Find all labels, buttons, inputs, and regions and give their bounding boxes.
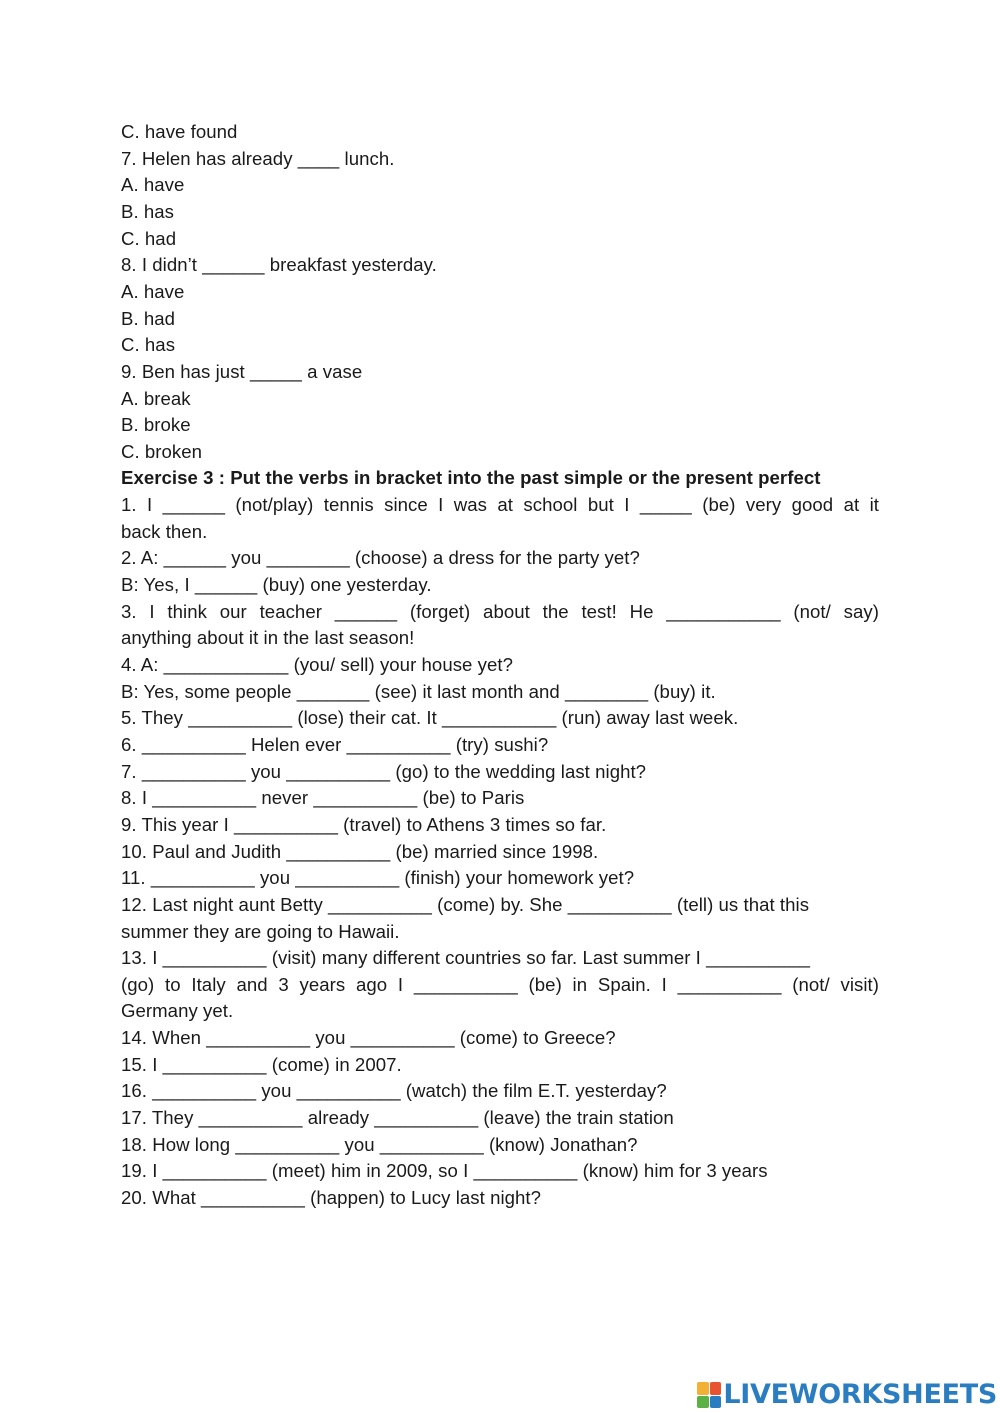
worksheet-line: 17. They __________ already __________ (leave) the train station [121,1107,674,1128]
worksheet-line: A. break [121,387,191,409]
worksheet-line: 7. Helen has already ____ lunch. [121,147,395,169]
worksheet-line: B. broke [121,414,191,436]
logo-square-2 [710,1382,722,1395]
worksheet-line: C. broken [121,440,203,462]
worksheet-line: 1. I ______ (not/play) tennis since I was at school but I _____ (be) very good at it [121,494,879,516]
worksheet-line: A. have [121,174,185,196]
worksheet-line: 8. I __________ never __________ (be) to Paris [121,787,525,809]
worksheet-line: C. have found [121,121,238,142]
logo-square-1 [697,1382,709,1395]
worksheet-line: 19. I __________ (meet) him in 2009, so I __________ (know) him for 3 years [121,1160,768,1182]
worksheet-line: 13. I __________ (visit) many different countries so far. Last summer I __________ [121,947,811,969]
worksheet-line: 12. Last night aunt Betty __________ (come) by. She __________ (tell) us that this [121,893,810,915]
worksheet-line: 10. Paul and Judith __________ (be) married since 1998. [121,840,599,862]
liveworksheets-logo-icon [697,1382,721,1408]
worksheet-line: A. have [121,280,185,302]
worksheet-line: 18. How long __________ you __________ (know) Jonathan? [121,1133,638,1155]
worksheet-line: B: Yes, some people _______ (see) it last month and ________ (buy) it. [121,680,716,702]
worksheet-line: 8. I didn’t ______ breakfast yesterday. [121,254,437,276]
logo-square-4 [710,1396,722,1409]
worksheet-line: 14. When __________ you __________ (come) to Greece? [121,1027,616,1049]
worksheet-line: 20. What __________ (happen) to Lucy last night? [121,1187,542,1208]
worksheet-line: B. has [121,200,175,222]
worksheet-line: 5. They __________ (lose) their cat. It ___________ (run) away last week. [121,707,739,729]
worksheet-line: 4. A: ____________ (you/ sell) your house yet? [121,654,514,675]
worksheet-line: (go) to Italy and 3 years ago I __________ (be) in Spain. I __________ (not/ visit) [121,973,879,995]
logo-square-3 [697,1396,709,1409]
worksheet-line: 3. I think our teacher ______ (forget) about the test! He ___________ (not/ say) [121,600,879,622]
worksheet-line: Germany yet. [121,1000,234,1022]
worksheet-line: 11. __________ you __________ (finish) your homework yet? [121,867,635,889]
worksheet-line: 6. __________ Helen ever __________ (try) sushi? [121,733,549,755]
worksheet-line: summer they are going to Hawaii. [121,920,400,942]
worksheet-line: back then. [121,520,208,542]
worksheet-line: 15. I __________ (come) in 2007. [121,1053,402,1075]
worksheet-line: 7. __________ you __________ (go) to the wedding last night? [121,760,647,782]
liveworksheets-wordmark: LIVEWORKSHEETS [723,1379,997,1410]
worksheet-line: anything about it in the last season! [121,627,415,649]
worksheet-line: 9. This year I __________ (travel) to Athens 3 times so far. [121,813,607,835]
exercise-heading: Exercise 3 : Put the verbs in bracket into the past simple or the present perfect [121,467,821,489]
liveworksheets-brand[interactable] [697,1378,997,1412]
worksheet-line: C. had [121,227,177,249]
worksheet-line: C. has [121,334,176,356]
worksheet-line: 9. Ben has just _____ a vase [121,360,363,382]
worksheet-line: 2. A: ______ you ________ (choose) a dress for the party yet? [121,547,640,569]
worksheet-line: 16. __________ you __________ (watch) the film E.T. yesterday? [121,1080,667,1102]
worksheet-line: B: Yes, I ______ (buy) one yesterday. [121,574,432,595]
worksheet-line: B. had [121,307,176,329]
